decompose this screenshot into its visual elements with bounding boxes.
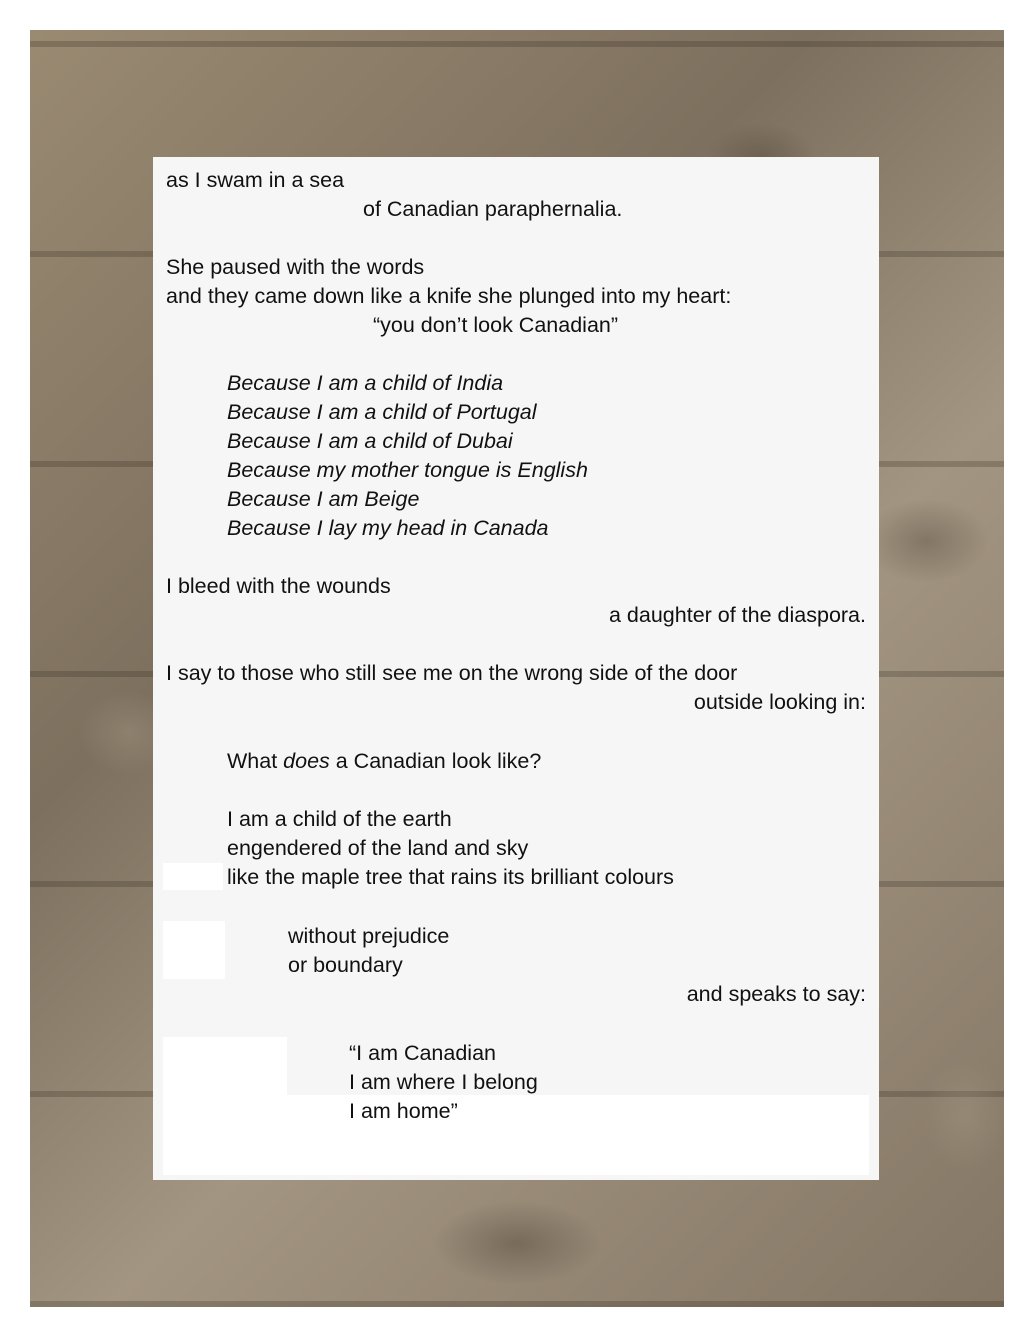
poem-line: and speaks to say:	[686, 982, 866, 1006]
poem-line-italic: Because my mother tongue is English	[227, 458, 588, 482]
poem-line: a daughter of the diaspora.	[609, 603, 866, 627]
poem-question-line	[227, 747, 541, 776]
poem-line: “I am Canadian	[349, 1041, 496, 1065]
poem-line: I bleed with the wounds	[166, 574, 391, 598]
white-block	[163, 863, 223, 890]
white-block	[163, 1095, 869, 1175]
poem-line: without prejudice	[288, 924, 450, 948]
poem-line-italic: Because I am a child of Dubai	[227, 429, 513, 453]
poem-line: outside looking in:	[693, 690, 866, 714]
poem-line: engendered of the land and sky	[227, 836, 529, 860]
poem-line: of Canadian paraphernalia.	[363, 197, 623, 221]
question-text: a Canadian look like?	[329, 749, 542, 773]
poem-line: like the maple tree that rains its brilliant colours	[227, 865, 674, 889]
poem-line: as I swam in a sea	[166, 168, 345, 192]
question-text: What	[227, 749, 284, 773]
poem-line: “you don’t look Canadian”	[373, 313, 619, 337]
poem-line: I am home”	[349, 1099, 458, 1123]
poem-line: She paused with the words	[166, 255, 425, 279]
white-block	[163, 921, 225, 979]
poem-line: I am a child of the earth	[227, 807, 452, 831]
poem-line: or boundary	[288, 953, 403, 977]
poem-line: I am where I belong	[349, 1070, 538, 1094]
poem-line-italic: Because I am a child of Portugal	[227, 400, 537, 424]
question-emphasis: does	[283, 749, 330, 773]
poem-line-italic: Because I am Beige	[227, 487, 420, 511]
poem-line: and they came down like a knife she plunged into my heart:	[166, 284, 732, 308]
poem-page	[153, 157, 879, 1180]
poem-line-italic: Because I lay my head in Canada	[227, 516, 549, 540]
poem-line: I say to those who still see me on the wrong side of the door	[166, 661, 738, 685]
poem-line-italic: Because I am a child of India	[227, 371, 504, 395]
